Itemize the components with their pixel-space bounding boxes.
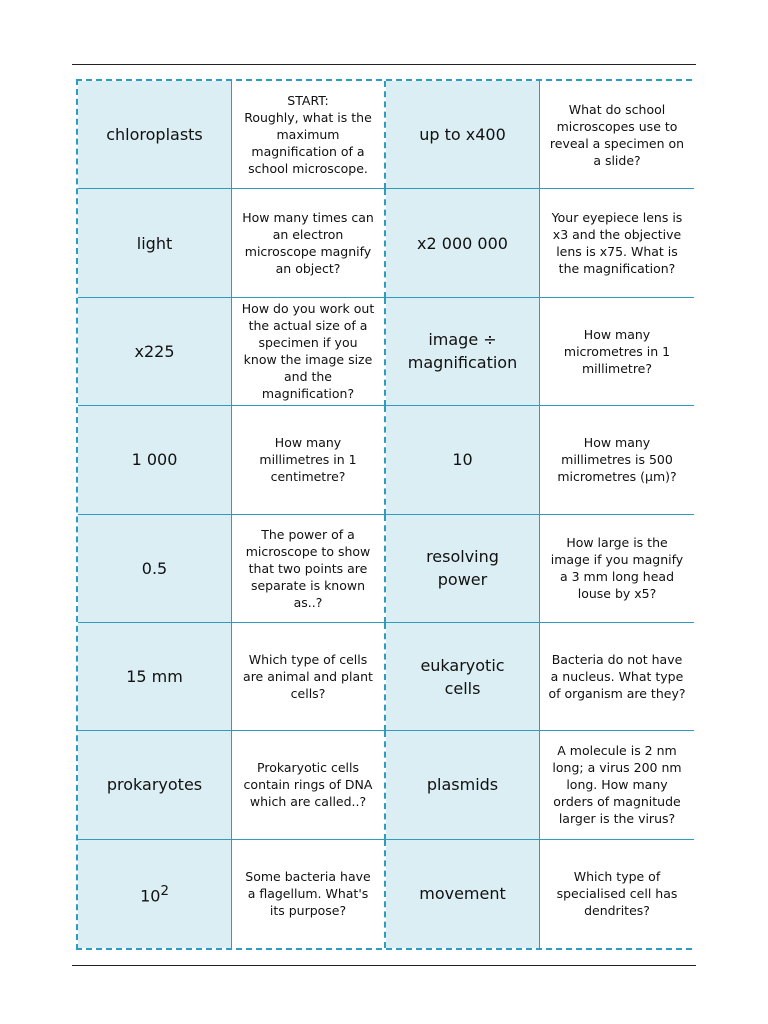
- question-card: [232, 298, 386, 406]
- top-rule: [72, 64, 696, 65]
- answer-card: [78, 840, 232, 948]
- question-card: [232, 623, 386, 731]
- answer-card: [386, 515, 540, 623]
- answer-card: [78, 623, 232, 731]
- question-card: [540, 298, 694, 406]
- question-text: How many millimetres in 1 centimetre?: [259, 435, 357, 485]
- answer-card: [386, 298, 540, 406]
- question-card: [540, 189, 694, 297]
- answer-card: [78, 298, 232, 406]
- answer-text: chloroplasts: [106, 125, 203, 145]
- question-card: [232, 81, 386, 189]
- answer-card: [78, 81, 232, 189]
- answer-card: [386, 189, 540, 297]
- answer-base: 10: [140, 886, 161, 906]
- answer-card: [78, 189, 232, 297]
- question-card: [540, 81, 694, 189]
- question-text: Which type of specialised cell has dendrites?: [556, 869, 678, 919]
- answer-text: 10: [452, 450, 473, 470]
- answer-exponent: 2: [160, 884, 169, 900]
- answer-text: resolving power: [426, 547, 499, 590]
- answer-text: image ÷ magnification: [407, 330, 518, 373]
- answer-text: 1 000: [131, 450, 178, 470]
- answer-card: [78, 406, 232, 514]
- bottom-rule: [72, 965, 696, 966]
- question-card: [540, 840, 694, 948]
- answer-text: x2 000 000: [417, 233, 508, 253]
- question-text: Some bacteria have a flagellum. What's its purpose?: [245, 869, 371, 919]
- question-text: How many millimetres is 500 micrometres (µm)?: [557, 435, 677, 485]
- question-card: [540, 515, 694, 623]
- question-card: [232, 840, 386, 948]
- question-card: [540, 406, 694, 514]
- card-grid: [76, 79, 692, 950]
- question-text: Bacteria do not have a nucleus. What type of organism are they?: [548, 652, 686, 702]
- answer-text: movement: [419, 884, 506, 904]
- question-text: How many micrometres in 1 millimetre?: [563, 326, 671, 376]
- answer-text: prokaryotes: [106, 775, 203, 795]
- question-text: Which type of cells are animal and plant cells?: [243, 652, 373, 702]
- question-text: START: Roughly, what is the maximum magnification of a school microscope.: [244, 93, 372, 177]
- answer-card: [386, 623, 540, 731]
- question-card: [232, 731, 386, 839]
- answer-text: 0.5: [141, 558, 168, 578]
- answer-text: 15 mm: [126, 667, 183, 687]
- question-text: A molecule is 2 nm long; a virus 200 nm long. How many orders of magnitude larger is the virus?: [552, 743, 682, 827]
- question-text: How many times can an electron microscope magnify an object?: [242, 210, 374, 277]
- question-card: [232, 515, 386, 623]
- question-text: How do you work out the actual size of a specimen if you know the image size and the magnification?: [241, 301, 375, 402]
- answer-text: x225: [134, 341, 175, 361]
- answer-text: light: [136, 233, 173, 253]
- answer-text: plasmids: [426, 775, 499, 795]
- answer-card: [386, 406, 540, 514]
- question-card: [232, 406, 386, 514]
- answer-card: [78, 515, 232, 623]
- question-card: [540, 623, 694, 731]
- question-text: What do school microscopes use to reveal a specimen on a slide?: [549, 101, 685, 168]
- question-text: How large is the image if you magnify a 3 mm long head louse by x5?: [550, 535, 684, 602]
- answer-text: eukaryotic cells: [420, 655, 505, 698]
- answer-card: [386, 840, 540, 948]
- answer-text: [140, 880, 169, 907]
- answer-card: [78, 731, 232, 839]
- answer-text: up to x400: [419, 125, 506, 145]
- answer-card: [386, 81, 540, 189]
- question-text: The power of a microscope to show that two points are separate is known as..?: [245, 526, 371, 610]
- answer-card: [386, 731, 540, 839]
- question-card: [540, 731, 694, 839]
- question-card: [232, 189, 386, 297]
- question-text: Your eyepiece lens is x3 and the objective lens is x75. What is the magnification?: [551, 210, 683, 277]
- question-text: Prokaryotic cells contain rings of DNA which are called..?: [243, 760, 373, 810]
